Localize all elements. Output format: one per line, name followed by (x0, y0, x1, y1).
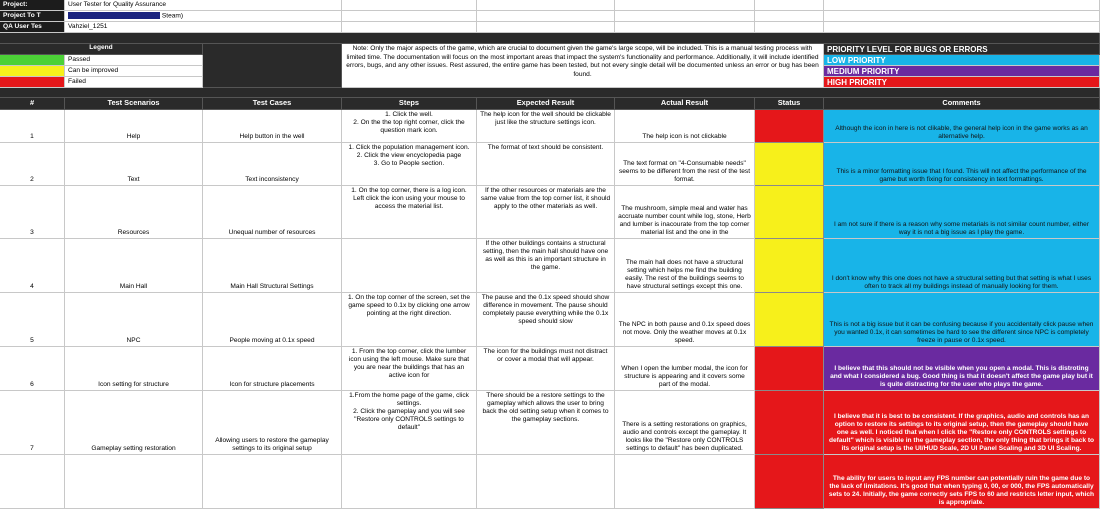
empty-cell[interactable] (824, 11, 1100, 22)
row-number[interactable] (0, 455, 65, 509)
col-header-expected[interactable]: Expected Result (477, 98, 615, 110)
expected-result[interactable]: The icon for the buildings must not distract or cover a modal that will appear. (477, 347, 615, 391)
priority-low: LOW PRIORITY (824, 55, 1100, 66)
test-scenario[interactable]: NPC (65, 293, 203, 347)
test-scenario[interactable] (65, 455, 203, 509)
empty-cell[interactable] (477, 11, 615, 22)
priority-medium: MEDIUM PRIORITY (824, 66, 1100, 77)
row-number[interactable]: 3 (0, 186, 65, 239)
status-indicator[interactable] (755, 293, 824, 347)
test-steps[interactable]: 1.From the home page of the game, click settings. 2. Click the gameplay and you will see "Restore only CONTROLS settings to default" (342, 391, 477, 455)
actual-result[interactable]: The text format on "4-Consumable needs" seems to be different from the rest of the test format. (615, 143, 755, 186)
test-scenario[interactable]: Text (65, 143, 203, 186)
comment-cell[interactable]: The ability for users to input any FPS number can potentially ruin the game due to the lack of limitations. It's good that when typing 0, 00, or 000, the FPS automatically sets to 24. Initially, the game correctly sets FPS to 60 and restricts letter input, which is appropriate. (824, 455, 1100, 509)
redacted-text (68, 12, 160, 19)
test-scenario[interactable]: Help (65, 110, 203, 143)
test-case[interactable]: Text inconsistency (203, 143, 342, 186)
test-scenario[interactable]: Gameplay setting restoration (65, 391, 203, 455)
test-steps[interactable] (342, 455, 477, 509)
status-indicator[interactable] (755, 239, 824, 293)
legend-spacer (203, 44, 342, 88)
col-header-num[interactable]: # (0, 98, 65, 110)
test-case[interactable]: Main Hall Structural Settings (203, 239, 342, 293)
actual-result[interactable] (615, 455, 755, 509)
comment-cell[interactable]: I am not sure if there is a reason why some metarials is not similar count number, either way it is not a big issue as I play the game. (824, 186, 1100, 239)
status-indicator[interactable] (755, 186, 824, 239)
actual-result[interactable]: The main hall does not have a structural setting which helps me find the building easily. The rest of the buildings seems to have structural settings except this one. (615, 239, 755, 293)
legend-label-failed: Failed (65, 77, 203, 88)
testing-note: Note: Only the major aspects of the game, which are crucial to document given the game's large scope, will be included. This is a manual testing process with limited time. The documentation will focus on the most important areas that impact the system's functionality and performance. Additionally, it will include identified errors, bugs, and any other issues. Rest assured, the entire game has been tested, but not every single detail will be documented unless an error or bug has been found. (342, 44, 824, 88)
qa-user-value[interactable]: Vahziel_1251 (65, 22, 342, 33)
test-case[interactable] (203, 455, 342, 509)
expected-result[interactable] (477, 455, 615, 509)
test-case[interactable]: Help button in the well (203, 110, 342, 143)
row-number[interactable]: 7 (0, 391, 65, 455)
empty-cell[interactable] (824, 22, 1100, 33)
actual-result[interactable]: The NPC in both pause and 0.1x speed does not move. Only the weather moves at 0.1x speed. (615, 293, 755, 347)
empty-cell[interactable] (824, 0, 1100, 11)
row-number[interactable]: 1 (0, 110, 65, 143)
comment-cell[interactable]: Although the icon in here is not clikable, the general help icon in the game works as an alternative help. (824, 110, 1100, 143)
row-number[interactable]: 2 (0, 143, 65, 186)
expected-result[interactable]: If the other resources or materials are the same value from the top corner list, it should apply to the other materials as well. (477, 186, 615, 239)
legend-swatch-improve (0, 66, 65, 77)
test-case[interactable]: People moving at 0.1x speed (203, 293, 342, 347)
status-indicator[interactable] (755, 391, 824, 455)
test-steps[interactable] (342, 239, 477, 293)
legend-swatch-failed (0, 77, 65, 88)
empty-cell[interactable] (342, 0, 477, 11)
legend-label-passed: Passed (65, 55, 203, 66)
test-case[interactable]: Allowing users to restore the gameplay settings to its original setup (203, 391, 342, 455)
actual-result[interactable]: The help icon is not clickable (615, 110, 755, 143)
actual-result[interactable]: When I open the lumber modal, the icon for structure is appearing and it covers some part of the modal. (615, 347, 755, 391)
col-header-status[interactable]: Status (755, 98, 824, 110)
comment-cell[interactable]: This is not a big issue but it can be confusing because if you accidentally click pause when you wanted 0.1x, it can sometimes be hard to see the different since NPC is completely freeze in pause or 0.1x speed. (824, 293, 1100, 347)
test-steps[interactable]: 1. On the top corner, there is a log icon. Left click the icon using your mouse to access the material list. (342, 186, 477, 239)
empty-cell[interactable] (342, 11, 477, 22)
project-to-label: Project To T (0, 11, 65, 22)
test-steps[interactable]: 1. Click the well. 2. On the the top right corner, click the question mark icon. (342, 110, 477, 143)
col-header-cases[interactable]: Test Cases (203, 98, 342, 110)
empty-cell[interactable] (342, 22, 477, 33)
comment-cell[interactable]: I don't know why this one does not have a structural setting but that setting is what I uses often to track all my buildings instead of manually looking for them. (824, 239, 1100, 293)
comment-cell[interactable]: I believe that this should not be visible when you open a modal. This is distroting and what I considered a bug. Good thing is that it doesn't affect the game play but it is quite distracting for the user who plays the game. (824, 347, 1100, 391)
empty-cell[interactable] (615, 0, 755, 11)
empty-cell[interactable] (755, 22, 824, 33)
actual-result[interactable]: The mushroom, simple meal and water has accruate number count while log, stone, Herb and lumber is inacourate from the top corner material list and the one in the (615, 186, 755, 239)
status-indicator[interactable] (755, 110, 824, 143)
test-scenario[interactable]: Resources (65, 186, 203, 239)
comment-cell[interactable]: I believe that it is best to be consistent. If the graphics, audio and controls has an option to restore its settings to its original setup, then the gameplay should have one as well. I noticed that when I click the "Restore only CONTROLS settings to default" which is visible in the gameplay section, the only thing that brings it back to its original setup is the UI/HUD Scale, 2D UI Panel Scaling and 3D UI Scaling. (824, 391, 1100, 455)
legend-title: Legend (0, 44, 203, 55)
expected-result[interactable]: The help icon for the well should be clickable just like the structure settings icon. (477, 110, 615, 143)
legend-swatch-passed (0, 55, 65, 66)
empty-cell[interactable] (477, 0, 615, 11)
test-steps[interactable]: 1. From the top corner, click the lumber icon using the left mouse. Make sure that you are near the buildings that has an active icon for (342, 347, 477, 391)
project-to-suffix: Steam) (161, 12, 184, 20)
test-case[interactable]: Icon for structure placements (203, 347, 342, 391)
empty-cell[interactable] (477, 22, 615, 33)
test-scenario[interactable]: Main Hall (65, 239, 203, 293)
legend-label-improve: Can be improved (65, 66, 203, 77)
status-indicator[interactable] (755, 455, 824, 509)
empty-cell[interactable] (755, 0, 824, 11)
test-steps[interactable]: 1. Click the population management icon. 2. Click the view encyclopedia page 3. Go to People section. (342, 143, 477, 186)
expected-result[interactable]: The pause and the 0.1x speed should show difference in movement. The pause should completely pause everything while the 0.1x speed should slow (477, 293, 615, 347)
test-case[interactable]: Unequal number of resources (203, 186, 342, 239)
expected-result[interactable]: The format of text should be consistent. (477, 143, 615, 186)
expected-result[interactable]: There should be a restore settings to the gameplay which allows the user to bring back the old setting setup when it comes to the gameplay sections. (477, 391, 615, 455)
col-header-comments[interactable]: Comments (824, 98, 1100, 110)
project-label: Project: (0, 0, 65, 11)
test-scenario[interactable]: Icon setting for structure (65, 347, 203, 391)
qa-user-label: QA User Tes (0, 22, 65, 33)
actual-result[interactable]: There is a setting restorations on graphics, audio and controls except the gameplay. It looks like the "Restore only CONTROLS settings to default" has been duplicated. (615, 391, 755, 455)
project-value[interactable]: User Tester for Quality Assurance (65, 0, 342, 11)
status-indicator[interactable] (755, 347, 824, 391)
project-to-value[interactable] (65, 11, 342, 22)
expected-result[interactable]: If the other buildings contains a structural setting, then the main hall should have one as well as this is an important structure in the game. (477, 239, 615, 293)
row-number[interactable]: 5 (0, 293, 65, 347)
col-header-scenarios[interactable]: Test Scenarios (65, 98, 203, 110)
row-number[interactable]: 4 (0, 239, 65, 293)
col-header-steps[interactable]: Steps (342, 98, 477, 110)
empty-cell[interactable] (755, 11, 824, 22)
comment-cell[interactable]: This is a minor formatting issue that I found. This will not affect the performance of the game but worth fixing for consistency in text formattings. (824, 143, 1100, 186)
col-header-actual[interactable]: Actual Result (615, 98, 755, 110)
priority-high: HIGH PRIORITY (824, 77, 1100, 88)
priority-title: PRIORITY LEVEL FOR BUGS OR ERRORS (824, 44, 1100, 55)
test-steps[interactable]: 1. On the top corner of the screen, set the game speed to 0.1x by clicking one arrow pointing at the right direction. (342, 293, 477, 347)
dark-band-mid (0, 88, 1100, 98)
empty-cell[interactable] (615, 11, 755, 22)
empty-cell[interactable] (615, 22, 755, 33)
status-indicator[interactable] (755, 143, 824, 186)
dark-band-top (0, 33, 1100, 44)
row-number[interactable]: 6 (0, 347, 65, 391)
